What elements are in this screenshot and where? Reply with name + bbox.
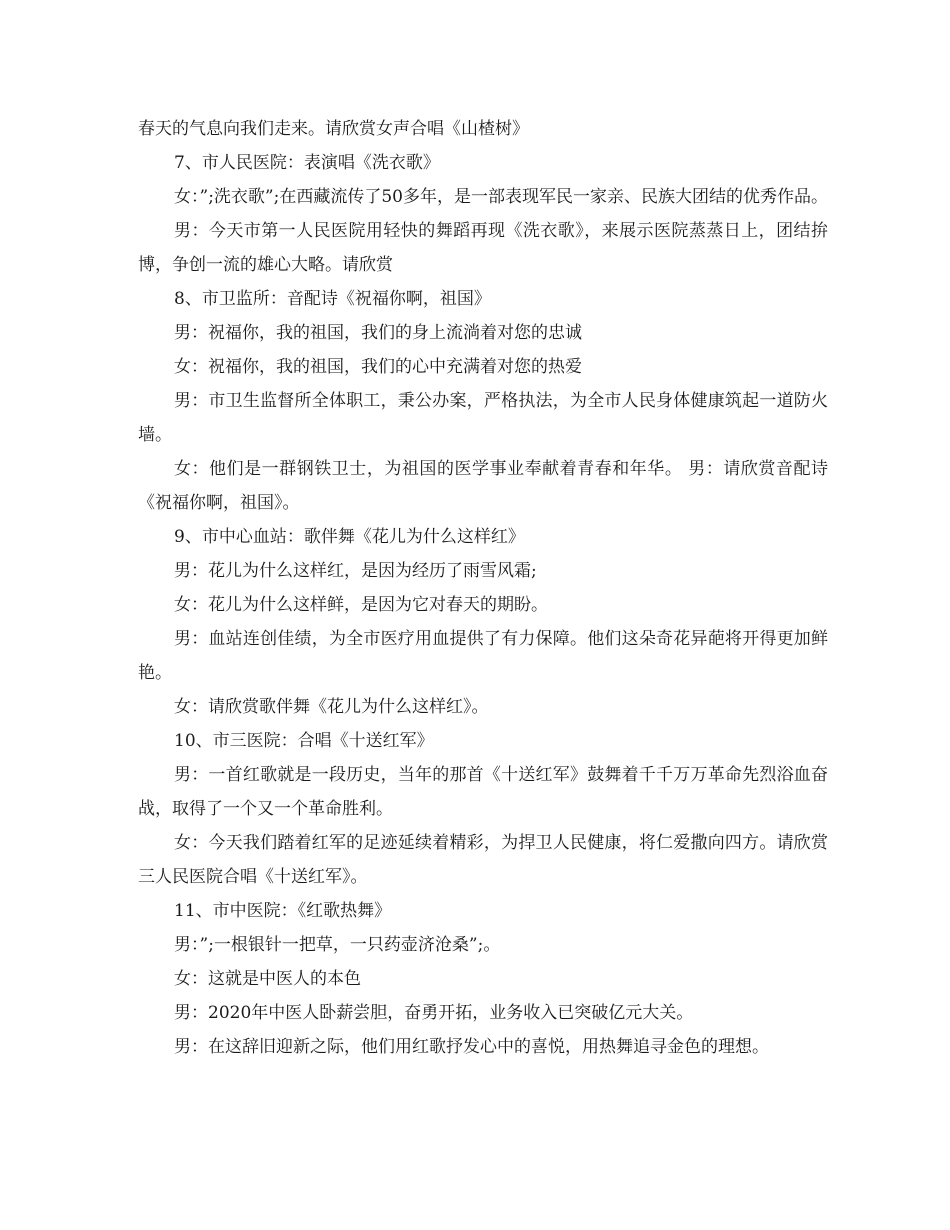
paragraph: 男：2020年中医人卧薪尝胆，奋勇开拓，业务收入已突破亿元大关。 bbox=[174, 1003, 694, 1023]
paragraph: 男：今天市第一人民医院用轻快的舞蹈再现《洗衣歌》，来展示医院蒸蒸日上，团结拚博，争创一流的雄心大略。请欣赏 bbox=[138, 221, 828, 275]
paragraph: 男：祝福你，我的祖国，我们的身上流淌着对您的忠诚 bbox=[174, 323, 582, 343]
paragraph: 女：花儿为什么这样鲜，是因为它对春天的期盼。 bbox=[174, 595, 548, 615]
paragraph: 男：一首红歌就是一段历史，当年的那首《十送红军》鼓舞着千千万万革命先烈浴血奋战，取得了一个又一个革命胜利。 bbox=[138, 765, 828, 819]
paragraph: 男：花儿为什么这样红，是因为经历了雨雪风霜; bbox=[174, 561, 537, 581]
paragraph: 女：”;洗衣歌”;在西藏流传了50多年，是一部表现军民一家亲、民族大团结的优秀作品。 bbox=[174, 187, 828, 207]
section-heading: 9、市中心血站：歌伴舞《花儿为什么这样红》 bbox=[174, 527, 525, 547]
paragraph: 女：他们是一群钢铁卫士，为祖国的医学事业奉献着青春和年华。 男：请欣赏音配诗《祝福你啊，祖国》。 bbox=[138, 459, 828, 513]
paragraph: 女：这就是中医人的本色 bbox=[174, 969, 361, 989]
paragraph: 女：今天我们踏着红军的足迹延续着精彩，为捍卫人民健康，将仁爱撒向四方。请欣赏三人民医院合唱《十送红军》。 bbox=[138, 833, 828, 887]
section-heading: 11、市中医院：《红歌热舞》 bbox=[174, 901, 392, 921]
paragraph: 男：”;一根银针一把草，一只药壶济沧桑”;。 bbox=[174, 935, 501, 955]
paragraph: 女：祝福你，我的祖国，我们的心中充满着对您的热爱 bbox=[174, 357, 582, 377]
paragraph: 男：市卫生监督所全体职工，秉公办案，严格执法，为全市人民身体健康筑起一道防火墙。 bbox=[138, 391, 828, 445]
paragraph: 女：请欣赏歌伴舞《花儿为什么这样红》。 bbox=[174, 697, 489, 717]
section-heading: 7、市人民医院：表演唱《洗衣歌》 bbox=[174, 153, 440, 173]
section-heading: 10、市三医院：合唱《十送红军》 bbox=[174, 731, 434, 751]
paragraph: 男：血站连创佳绩，为全市医疗用血提供了有力保障。他们这朵奇花异葩将开得更加鲜艳。 bbox=[138, 629, 828, 683]
document-body bbox=[138, 112, 828, 1064]
section-heading: 8、市卫监所：音配诗《祝福你啊，祖国》 bbox=[174, 289, 491, 309]
paragraph: 男：在这辞旧迎新之际，他们用红歌抒发心中的喜悦，用热舞追寻金色的理想。 bbox=[174, 1037, 769, 1057]
paragraph: 春天的气息向我们走来。请欣赏女声合唱《山楂树》 bbox=[138, 119, 529, 139]
